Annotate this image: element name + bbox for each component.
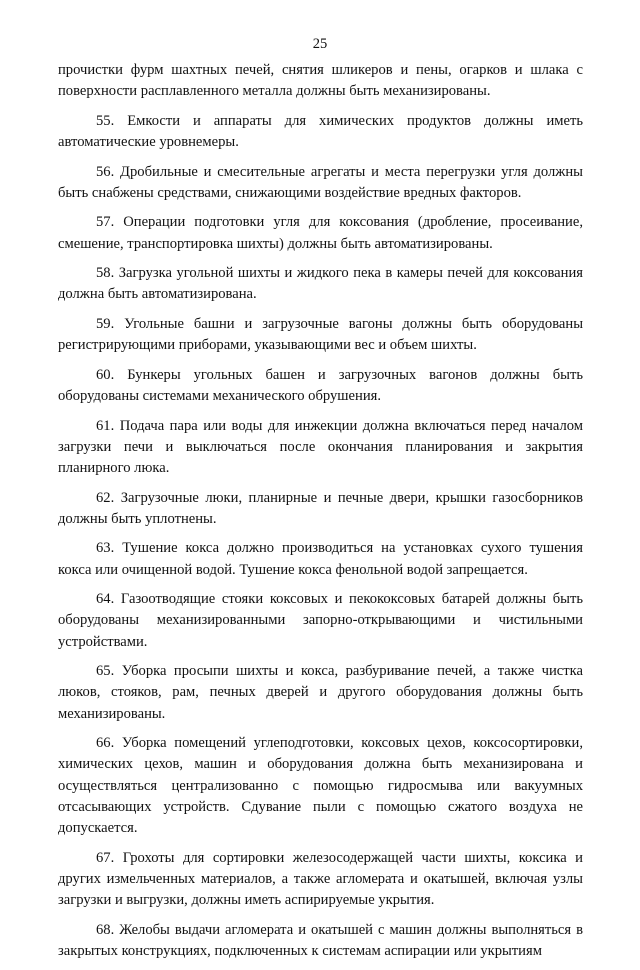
paragraph-65: 65. Уборка просыпи шихты и кокса, разбуривание печей, а также чистка люков, стояков, рам, печных дверей и другого оборудования должны быть механизированы. xyxy=(58,663,583,722)
paragraph-63: 63. Тушение кокса должно производиться на установках сухого тушения кокса или очищенной водой. Тушение кокса фенольной водой запрещается. xyxy=(58,540,583,578)
paragraph-67: 67. Грохоты для сортировки железосодержащей части шихты, коксика и других измельченных материалов, а также агломерата и окатышей, включая узлы загрузки и выгрузки, должны иметь аспирируемые укрытия. xyxy=(58,849,583,908)
paragraph-60: 60. Бункеры угольных башен и загрузочных вагонов должны быть оборудованы системами механического обрушения. xyxy=(58,366,583,404)
paragraph-58: 58. Загрузка угольной шихты и жидкого пека в камеры печей для коксования должна быть автоматизирована. xyxy=(58,265,583,303)
paragraph-68: 68. Желобы выдачи агломерата и окатышей с машин должны выполняться в закрытых конструкциях, подключенных к системам аспирации или укрытиям xyxy=(58,921,583,959)
paragraph-continuation: прочистки фурм шахтных печей, снятия шликеров и пены, огарков и шлака с поверхности расплавленного металла должны быть механизированы. xyxy=(58,62,583,100)
document-body xyxy=(58,60,583,970)
paragraph-62: 62. Загрузочные люки, планирные и печные двери, крышки газосборников должны быть уплотнены. xyxy=(58,489,583,527)
paragraph-57: 57. Операции подготовки угля для коксования (дробление, просеивание, смешение, транспортировка шихты) должны быть автоматизированы. xyxy=(58,214,583,252)
paragraph-59: 59. Угольные башни и загрузочные вагоны должны быть оборудованы регистрирующими приборами, указывающими вес и объем шихты. xyxy=(58,315,583,354)
paragraph-56: 56. Дробильные и смесительные агрегаты и места перегрузки угля должны быть снабжены средствами, снижающими воздействие вредных факторов. xyxy=(58,163,583,201)
page-number: 25 xyxy=(312,36,328,52)
paragraph-66: 66. Уборка помещений углеподготовки, коксовых цехов, коксосортировки, химических цехов, машин и оборудования должна быть механизирована и осуществляться централизованно с помощью гидросмыва или вакуумных отсасывающих устройств. Сдувание пыли с помощью сжатого воздуха не допускается. xyxy=(58,735,583,836)
paragraph-55: 55. Емкости и аппараты для химических продуктов должны иметь автоматические уровнемеры. xyxy=(58,112,583,150)
paragraph-61: 61. Подача пара или воды для инжекции должна включаться перед началом загрузки печи и выключаться после окончания планирования и закрытия планирного люка. xyxy=(58,417,583,476)
paragraph-64: 64. Газоотводящие стояки коксовых и пекококсовых батарей должны быть оборудованы механизированными запорно-открывающими и чистильными устройствами. xyxy=(58,591,583,650)
